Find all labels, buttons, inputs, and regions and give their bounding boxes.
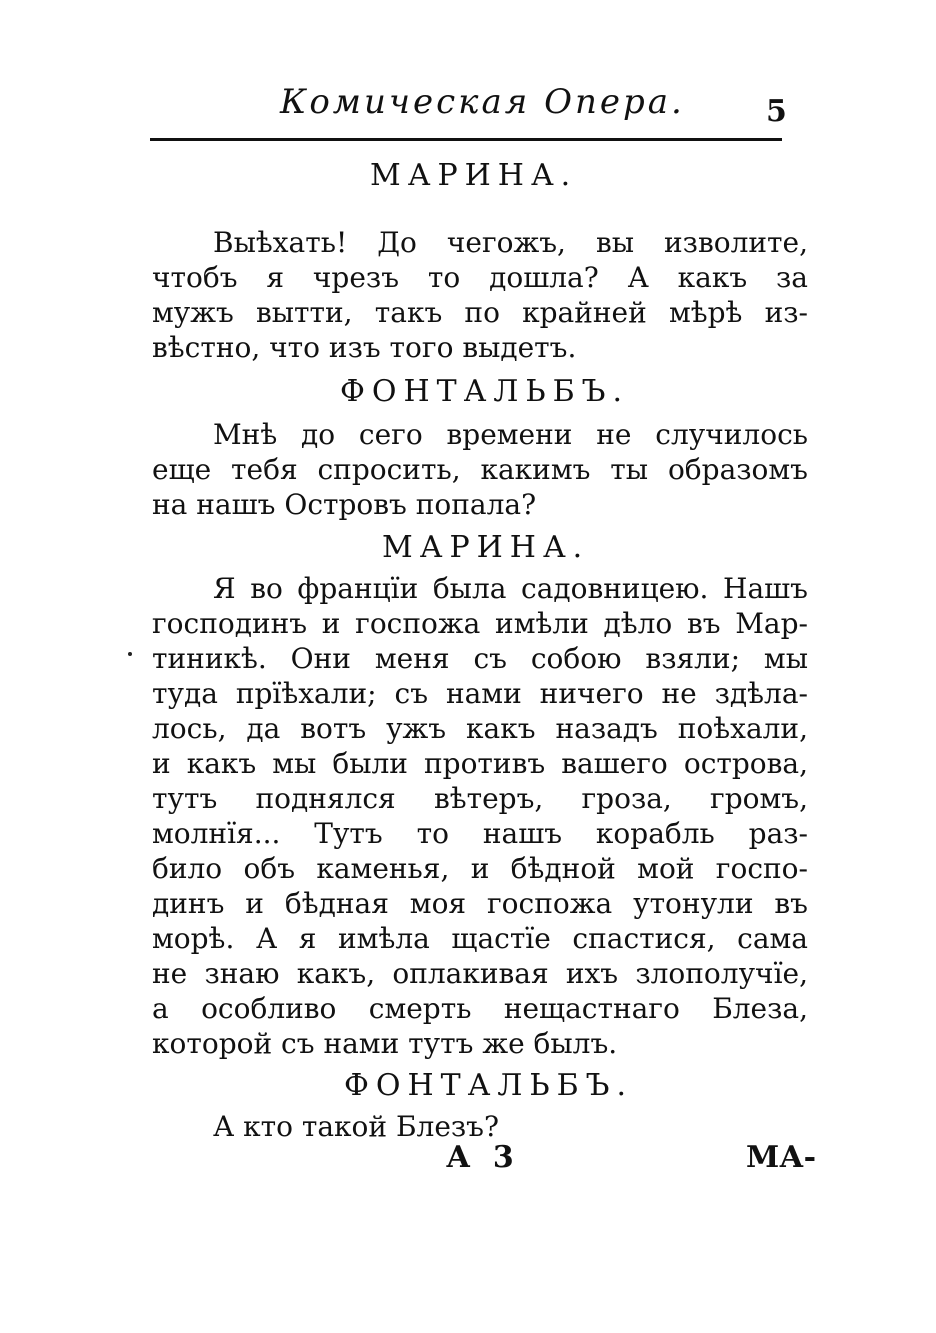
running-title: Комическая Опера. xyxy=(280,82,685,122)
text-line: било объ каменья, и бѣдной мой госпо- xyxy=(152,852,808,885)
text-line: тиникѣ. Они меня съ собою взяли; мы xyxy=(152,642,808,675)
text-line: туда прїѣхали; съ нами ничего не здѣла- xyxy=(152,677,808,710)
signature-mark: А 3 xyxy=(446,1140,520,1175)
text-line: Выѣхать! До чегожъ, вы изволите, xyxy=(213,226,808,259)
text-line: чтобъ я чрезъ то дошла? А какъ за xyxy=(152,261,808,294)
ink-speck xyxy=(128,652,132,656)
text-line: не знаю какъ, оплакивая ихъ злополучїе, xyxy=(152,957,808,990)
text-line: Мнѣ до сего времени не случилось xyxy=(213,418,808,451)
text-line: Я во францїи была садовницею. Нашъ xyxy=(213,572,808,605)
text-line: А кто такой Блезъ? xyxy=(213,1110,499,1143)
page-number: 5 xyxy=(766,94,787,129)
speaker-name: МАРИНА. xyxy=(370,158,578,193)
text-line: динъ и бѣдная моя госпожа утонули въ xyxy=(152,887,808,920)
text-line: лось, да вотъ ужъ какъ назадъ поѣхали, xyxy=(152,712,808,745)
text-line: а особливо смерть нещастнаго Блеза, xyxy=(152,992,808,1025)
text-line: мужъ вытти, такъ по крайней мѣрѣ из- xyxy=(152,296,808,329)
text-line: молнїя... Тутъ то нашъ корабль раз- xyxy=(152,817,808,850)
text-line: еще тебя спросить, какимъ ты образомъ xyxy=(152,453,808,486)
text-line: вѣстно, что изъ того выдетъ. xyxy=(152,331,577,364)
text-line: которой съ нами тутъ же былъ. xyxy=(152,1027,618,1060)
header-rule xyxy=(150,138,782,141)
text-line: тутъ поднялся вѣтеръ, гроза, громъ, xyxy=(152,782,808,815)
text-line: морѣ. А я имѣла щастїе спастися, сама xyxy=(152,922,808,955)
text-line: на нашъ Островъ попала? xyxy=(152,488,537,521)
text-line: и какъ мы были противъ вашего острова, xyxy=(152,747,808,780)
speaker-name: МАРИНА. xyxy=(382,530,590,565)
catchword: МА- xyxy=(746,1140,817,1175)
text-line: господинъ и госпожа имѣли дѣло въ Мар- xyxy=(152,607,808,640)
speaker-name: ФОНТАЛЬБЪ. xyxy=(340,374,630,409)
speaker-name: ФОНТАЛЬБЪ. xyxy=(344,1068,634,1103)
